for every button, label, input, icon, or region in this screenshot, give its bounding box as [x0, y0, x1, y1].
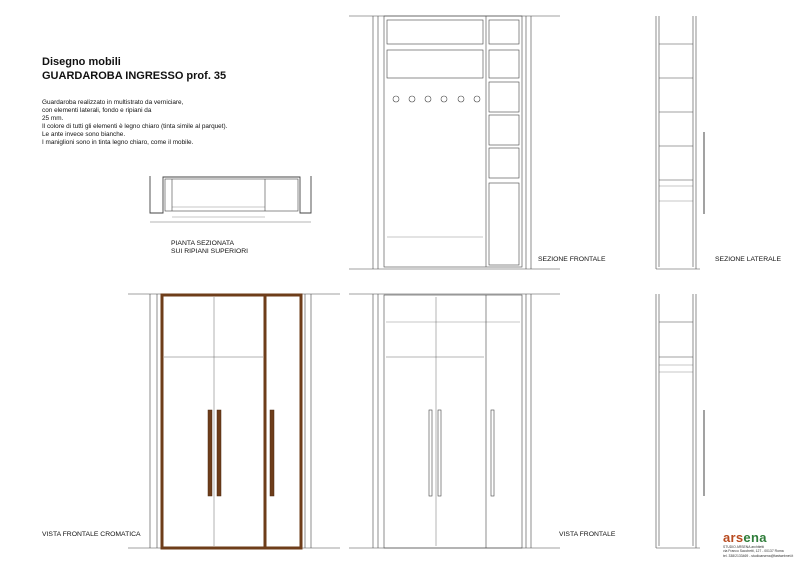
studio-logo [723, 530, 767, 545]
front-color-view-label: VISTA FRONTALE CROMATICA [42, 531, 141, 538]
plan-label-line-1: PIANTA SEZIONATA [171, 240, 235, 247]
studio-info-line: STUDIO ARSENA architetti [723, 545, 765, 549]
title-line-2: GUARDAROBA INGRESSO prof. 35 [42, 70, 227, 82]
studio-info-line: via Franco Sacchetti, 127 - 00137 Roma [723, 549, 784, 554]
plan-label-line-2: SUI RIPIANI SUPERIORI [171, 248, 249, 256]
side-view-drawing [656, 294, 704, 548]
logo-part-1: ars [723, 530, 744, 545]
front-color-view-drawing [128, 294, 340, 548]
description-line: 25 mm. [42, 115, 64, 123]
front-section-label: SEZIONE FRONTALE [538, 256, 606, 263]
side-section-label: SEZIONE LATERALE [715, 256, 781, 263]
description-line: Guardaroba realizzato in multistrato da verniciare, [42, 99, 184, 106]
description-line: Le ante invece sono bianche. [42, 131, 126, 139]
side-section-drawing [656, 16, 704, 269]
description-line: I maniglioni sono in tinta legno chiaro, come il mobile. [42, 139, 194, 147]
plan-section-label [171, 240, 248, 256]
front-view-label: VISTA FRONTALE [559, 531, 616, 538]
front-view-drawing [349, 294, 560, 548]
front-section-drawing [349, 16, 560, 269]
studio-address [723, 545, 793, 558]
plan-section-drawing [150, 176, 311, 222]
description-line: Il colore di tutti gli elementi è legno chiaro (tinta simile al parquet). [42, 123, 228, 131]
studio-info-line: tel. 338/2133469 - studioarsena@fastwebnet.it [723, 553, 794, 558]
logo-part-2: ena [743, 530, 767, 545]
description-line: con elementi laterali, fondo e ripiani da [42, 107, 152, 115]
title-line-1: Disegno mobili [42, 56, 121, 68]
